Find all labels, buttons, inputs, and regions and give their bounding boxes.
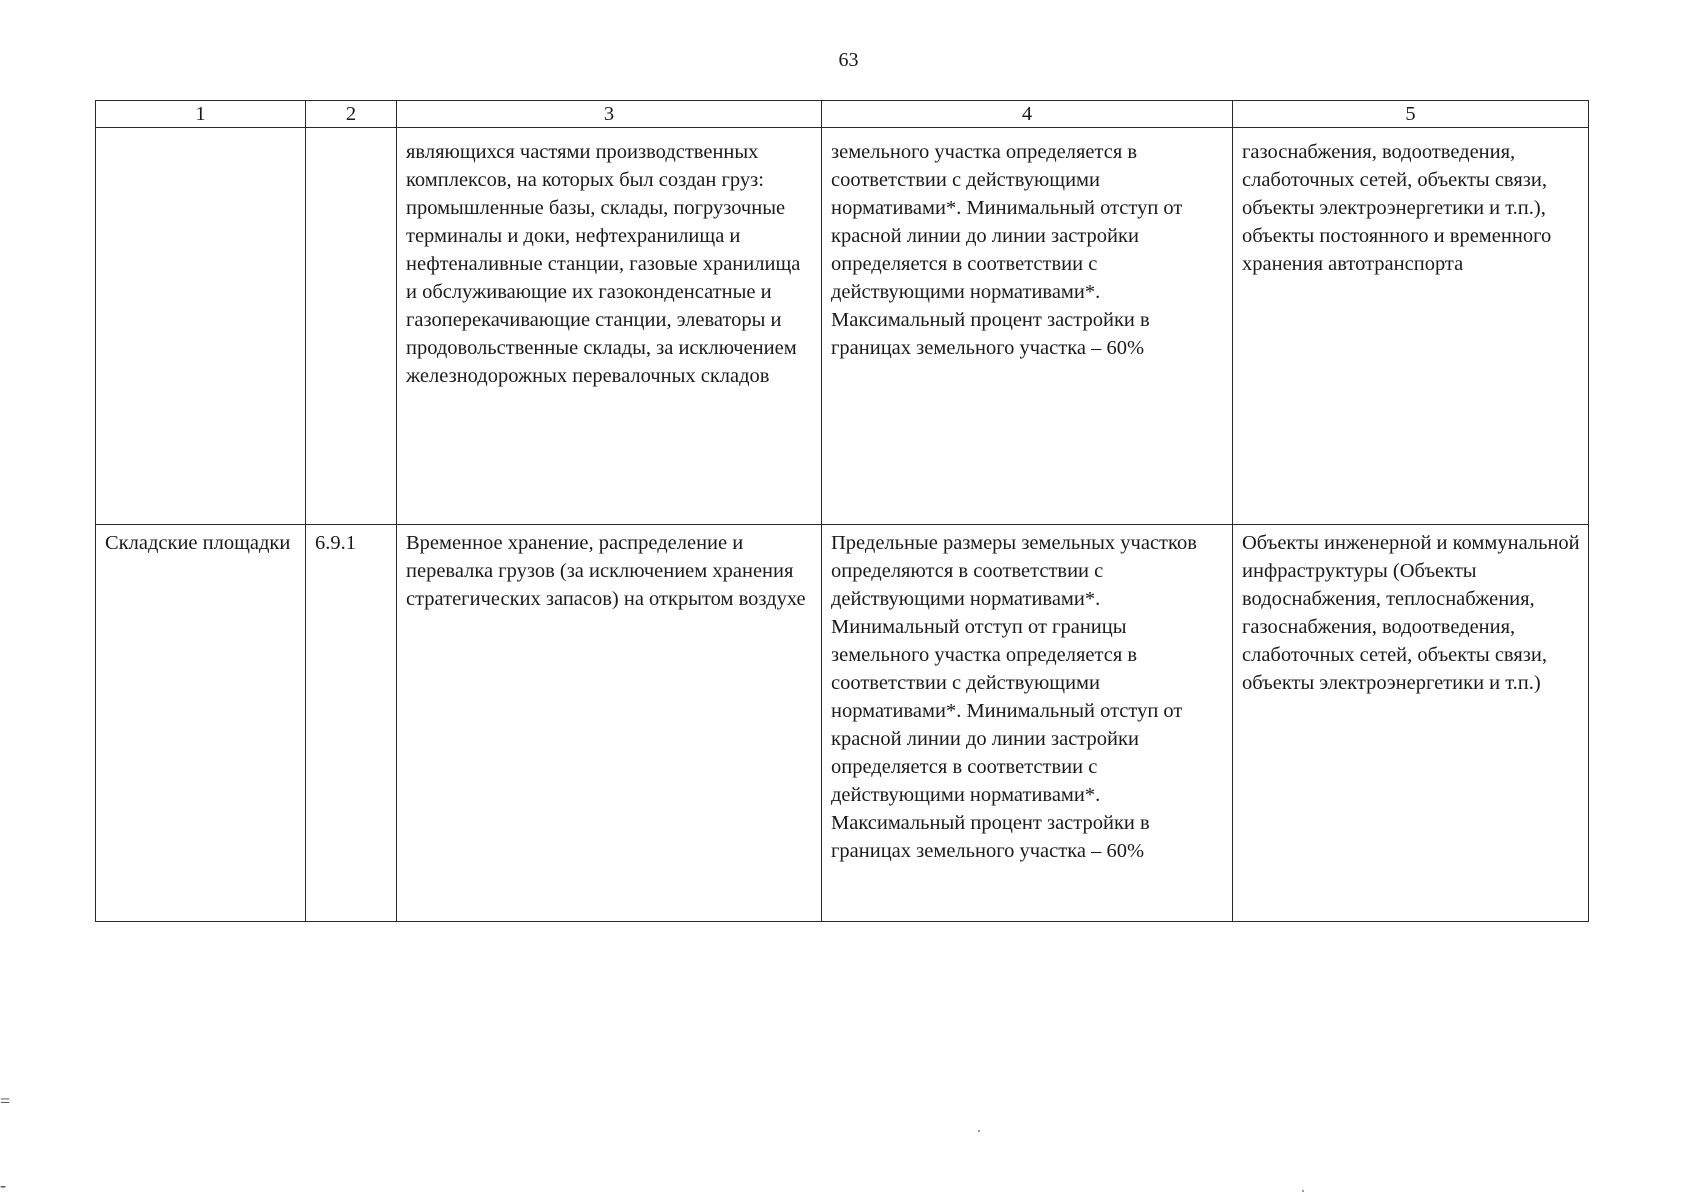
margin-mark-lower: - — [0, 1175, 6, 1195]
table-row — [96, 128, 1589, 525]
margin-mark-upper: = — [0, 1091, 11, 1111]
cell-use-name — [96, 128, 306, 525]
cell-auxiliary-uses: газоснабжения, водоотведения, слаботочных сетей, объекты связи, объекты электроэнергетики и т.п.), объекты постоянного и временного хранения автотранспорта — [1233, 128, 1589, 525]
cell-use-code — [306, 128, 397, 525]
cell-use-code: 6.9.1 — [306, 525, 397, 922]
column-header-1: 1 — [96, 101, 306, 128]
scan-speck — [978, 1130, 980, 1132]
header-row — [96, 101, 1589, 128]
cell-parameters: Предельные размеры земельных участков определяются в соответствии с действующими нормативами*. Минимальный отступ от границы земельного участка определяется в соответствии с действующими нормативами*. Минимальный отступ от красной линии до линии застройки определяется в соответствии с действующими нормативами*. Максимальный процент застройки в границах земельного участка – 60% — [822, 525, 1233, 922]
scan-speck — [1302, 1190, 1304, 1192]
column-header-4: 4 — [822, 101, 1233, 128]
page-number: 63 — [838, 49, 859, 71]
cell-use-description: Временное хранение, распределение и перевалка грузов (за исключением хранения стратегических запасов) на открытом воздухе — [397, 525, 822, 922]
cell-use-description: являющихся частями производственных комплексов, на которых был создан груз: промышленные базы, склады, погрузочные терминалы и доки, нефтехранилища и нефтеналивные станции, газовые хранилища и обслуживающие их газоконденсатные и газоперекачивающие станции, элеваторы и продовольственные склады, за исключением железнодорожных перевалочных складов — [397, 128, 822, 525]
cell-use-name: Складские площадки — [96, 525, 306, 922]
table-row — [96, 525, 1589, 922]
cell-parameters: земельного участка определяется в соответствии с действующими нормативами*. Минимальный отступ от красной линии до линии застройки определяется в соответствии с действующими нормативами*. Максимальный процент застройки в границах земельного участка – 60% — [822, 128, 1233, 525]
column-header-5: 5 — [1233, 101, 1589, 128]
zoning-table — [95, 100, 1589, 922]
cell-auxiliary-uses: Объекты инженерной и коммунальной инфраструктуры (Объекты водоснабжения, теплоснабжения, газоснабжения, водоотведения, слаботочных сетей, объекты связи, объекты электроэнергетики и т.п.) — [1233, 525, 1589, 922]
column-header-3: 3 — [397, 101, 822, 128]
column-header-2: 2 — [306, 101, 397, 128]
